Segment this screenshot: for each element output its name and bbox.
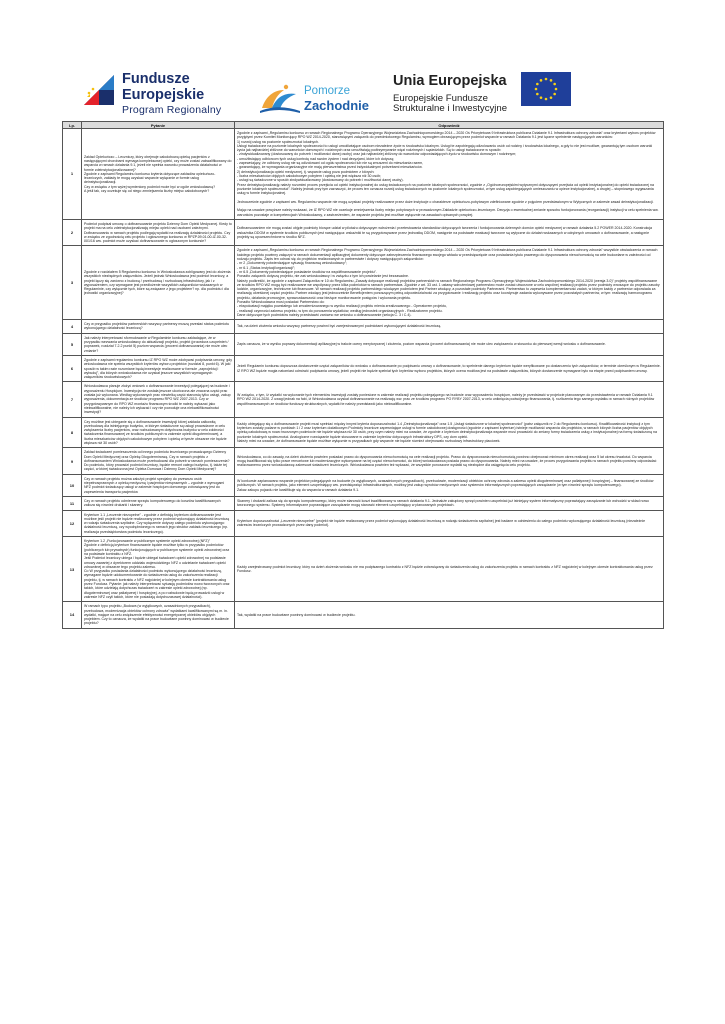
eu-star-icon [540,79,543,82]
answer-text: W konkursie zaplanowano wsparcie projektów polegających na budowie (w wyjątkowych, uzasadnionych przypadkach), przebudowie, modernizacji obiektów ochrony zdrowia a zakresu opieki długoterminowej oraz paliatywnej i hospicyjnej – finansowanej ze środków publicznych. W ramach projektu, jako element uzupełniający ww. przedsięwzięć infrastrukturalnych, możliwy jest zakup wyrobów medycznych oraz systemów informatycznych poprawiających zarządzanie (w tym również sprzętu komputerowego). Zakaz zakupu pojazdu nie kwalifikuje się do wsparcia w ramach działania 9.1. [237,478,654,492]
unia-europejska-line: Unia Europejska [393,73,507,89]
table-row [63,382,664,417]
answer-cell [235,448,664,474]
question-cell [82,246,235,320]
question-text: Zgodnie z rozdziałem 5 Regulaminu konkursu ln Wnioskodawca zobligowany jest do złożenia wszystkich niezbędnych załączników. Jeżeli jednak Wnioskodawca jest podmiot leczniczy, a projekt łączy się zarówno z budową / przebudową / rozbudową infrastruktury, jak i z wyposażeniem, czy wymagane jest przedłożenie wszystkich załączników wskazanych w Regulaminie, czy wyłącznie tych, które są związane z jego projektem? np. dla podmiotu i dla jednostki organizacyjnej? [84,269,231,296]
answer-text: Zgodnie z zapisami „Regulaminu konkursu w ramach Regionalnego Programu Operacyjnego Województwa Zachodniopomorskiego 2014 – 2020 Oś Priorytetowa 9 Infrastruktura publiczna Działanie 9.1 Infrastruktura ochrony zdrowia” wszystkie oświadczenia w ramach każdego projektu powinny załączyć w ramach dokumentacji aplikacyjnej dokumenty dotyczące zabezpieczenia finansowego swojego wkładu w przedsięwzięcie oraz posiadania tytułu prawnego do dysponowania nieruchomością na cele budowlane w zależności od rodzaju projektu. Zapis ten odnosi się do projektów realizowanych w partnerstwie i dotyczy następujących załączników: - nr 2 „Dokumenty potwierdzające sytuację finansową wnioskodawcy”; - nr 6.1 „Status instytucji/organizacji”; - nr 6.5 „Dokumenty potwierdzające posiadanie środków na współfinansowanie projektu”. Ponadto załącznik dotyczą projektu, nie zaś wnioskodawcy i w związku z tym ich powielanie jest bezzasadne. Należy podkreślić, że zgodnie z zapisami Załącznika nr 10 do Regulaminu „Zasady dotyczące realizacji projektów partnerskich w ramach Regionalnego Programu Operacyjnego Województwa Zachodniopomorskiego 2014-2020 (wersja 3.0)” projekty współfinansowane ze środków RPO WZ mogą być realizowane we współpracy przez kilka podmiotów w ramach partnerstwa. Zgodnie z art. 33 ust. 1 ustawy wdrożeniowej partnerstwo może zostać utworzone w celu wspólnej realizacji projektu przez podmioty wnoszące do projektu zasoby ludzkie, organizacyjne, techniczne lub finansowe. W ramach realizacji projektu partnerskiego wiodącym podmiotem jest Partner wiodący, a pozostałe podmioty Partnerami. Partnerstwo to zapewnia komplementarność zadań, w którym każdy z partnerów odpowiada za realizację określonej części projektu. Partner wiodący jest jednocześnie Beneficjentem ponoszącym pełną odpowiedzialność za przygotowanie i realizację projektu oraz koordynuje zadania wykonywane przez pozostałych partnerów, w tym: realizację harmonogramu projektu, działania promocyjne, sprawozdawczość oraz bieżące monitorowanie postępów i wykonania projektu. Ponadto Wnioskodawca musi posiadać Partnerstwo do: - ekspoloatacji majątku powstałego lub zmodernizowanego w wyniku realizacji projektu mienia zrealizowanego - Operatorem projektu, - realizacji czynności zakresu projektu, w tym do ponoszenia wydatków, według jednostek organizacyjnych - Realizatorem projektu. Dane dotyczące tych podmiotów należy przedstawić zarówno we wniosku o dofinansowanie (sekcja C. 3 i C.4). [237,248,660,317]
header-answer: Odpowiedź [235,122,664,129]
question-cell [82,129,235,220]
row-number: 2 [63,219,82,245]
row-number: 4 [63,320,82,334]
table-row [63,246,664,320]
unia-europejska-wordmark [393,74,507,114]
row-number: 11 [63,496,82,510]
answer-cell [235,219,664,245]
eu-star-icon [540,96,543,99]
eu-star-icon [545,78,548,81]
question-text: Wnioskodawca planuje złożyć wniosek o dofinansowanie inwestycji polegającej na budowie i wyposażeniu Hospicjum. Inwestycja nie została jeszcze ukończona ale znaczna część prac została już wykonana. Według wykonanych prac niewielką część stanowią tylko usługi, zakup wyposażenia, dokumentacja ze środków programu RPO WZ 2007-2013. Czy w przygotowywanym do RPO WZ montażu finansowym środki te należy wykazać jako niekwalifikowalne, nie należy ich wykazać i czy nie powoduje ona niekwalifikowalności inwestycji? [84,384,231,415]
question-cell [82,537,235,602]
table-row [63,355,664,381]
question-text: Zakład świadczeń pomieszczenia od innego podmiotu leczniczego prowadzącego Dzienny Dom Opieki Medycznej oraz Opiekę Długoterminową. Czy w ramach projektu z dofinansowaniem Wnioskodawca może przebudować dla potrzeb w ramach pomieszczenia? Do podmiotu, który prowadzi podmiot leczniczy, będzie remont całego budynku, tj. także tej części, w której świadczona jest Opieka Domowa i Dzienny Dom Opieki Medycznej? [84,450,230,472]
answer-text: Zapis oznacza, że w wyniku poprawy dokumentacji aplikacyjnej w trakcie oceny merytorycznej i złożenia, poziom wsparcia (procent dofinansowania) nie może ulec zwiększeniu w stosunku do pierwszej wersji wniosku o dofinansowanie. [237,342,606,347]
table-body [63,129,664,629]
answer-text: Tak, na dzień złożenia wniosku wszyscy partnerzy powinni być zarejestrowanymi podmiotami wykonującymi działalność leczniczą. [237,324,442,329]
logo-bar [0,0,725,118]
europejskie-line: Europejskie [122,86,205,103]
answer-cell [235,474,664,496]
eu-star-icon [550,79,553,82]
row-number: 12 [63,510,82,536]
question-text: Kryterium 1.2 „Funkcjonowanie w publicznym systemie opieki zdrowotnej (NFZ)” Zgodnie z definicją kryterium finansowanie będzie możliwe tylko w przypadku podmiotów (publicznych lub prywatnych) funkcjonujących w publicznym systemie opieki zdrowotnej oraz na podstawie kontraktu z NFZ. Jeśli Podmiot leczniczy ubiega / będzie ubiegał świadczeń opieki zdrowotnej na podstawie umowy zawartej z dyrektorem oddziału wojewódzkiego NFZ o udzielanie świadczeń opieki zdrowotnej w obszarze tego projektu zakresu. Co W przypadku posiadania działalności podmiotu wykonującego działalność leczniczą, wymagane będzie udokumentowanie do świadczenia usług do zakończenia realizacji projektu, tj. w ramach kontraktu z NFZ najpóźniej w kolejnym okresie kontraktowania usług przez Fundusz. Pytanie: jak należy interpretować sytuację podmiotów nowo tworzonych oraz takich, które udzielają dotychczas świadczeń w zakresie opieki zdrowotnej (np. długoterminowej oraz paliatywnej i hospicyjnej, a po rozbudowie będą prowadzić usługi w zakresie NFZ czyli takich, które nie posiadają dotychczasowej działalności). [84,539,230,599]
question-text: Jak należy interpretować sformułowanie w Regulaminie konkursu zakładające, że w przypadku wezwania wnioskodawcy do aktualizacji projektu, projekt (procedura uzupełnień / poprawek, rozdział 7.2.2 punkt 5) poziom wsparcia (procent dofinansowania) nie może ulec zmianie? [84,335,229,353]
row-number: 6 [63,355,82,381]
question-text: Czy w przypadku projektów partnerskich wszyscy partnerzy muszą przesłać status podmiotu wykonującego działalność leczniczą? [84,322,230,331]
fundusze-line: Fundusze [122,71,190,87]
question-text: Czy możliwe jest ubieganie się o dofinansowanie inwestycji której zakłada całkowitą przebudowę dla istniejącego budynku, w którym świadczone są usługi prowadzone w celu zwiększenia liczby pacjentów, oraz rozbudowanym dotychczas budynku w celu zdolności świadczenia finansowanej ze środków publicznych w zakresie opieki długoterminowej, a liczba mieszkańców objętych całodobowym pobytem i opieką w tymże obszarze nie będzie większa niż 30 osób? [84,419,227,445]
pomorze-line: Pomorze [304,85,351,97]
row-number: 3 [63,246,82,320]
question-cell [82,320,235,334]
answer-cell [235,333,664,355]
row-number: 1 [63,129,82,220]
answer-text: W związku, z tym, iż wydatki na wykonanie tych elementów inwestycji zostały poniesione w zakresie realizacji projektu polegającego na budowie oraz wyposażeniu hospicjum, należy je przedstawić w projekcie planowanym do przedstawienia w ramach Działania 9.1 RPO WZ 2014-2020. Z uwagi jednak na fakt, iż Wnioskodawca uzyskał dofinansowanie na realizację ww. prac ze środków programu PO RYBY 2007-2013, w celu uniknięcia podwójnego finansowania, tj. rozliczenia tego samego wydatku w ramach różnych projektów współfinansowanych ze środków funduszy strukturalnych, wydatki te należy przedstawić jako niekwalifikowalne. [237,393,655,406]
answer-text: Tak, wydatki na prace budowlane powinny dominować w budżecie projektu. [237,612,356,617]
question-cell [82,496,235,510]
table-row [63,510,664,536]
eu-star-icon [550,96,553,99]
question-cell [82,417,235,448]
answer-text: Dofinansowaniem nie mogą zostać objęte podmioty biorące udział w pilotażu dotyczącym wdrożenia i przetestowania standardów dotyczących tworzenia i funkcjonowania dziennych domów opieki medycznej w ramach działania 5.2 POWER 2014-2020. Konstrukcja wskaźnika DDOM w systemie środków publicznych jest następująca: wskaźniki te są przygotowywane przez jednostkę DDOM, następnie na podstawie ewaluacji tworzone są wytyczne do działań wskazanych w odrębnych umowach o dofinansowanie, a następnie projekty są upowszechnione w środku NFZ. [237,226,653,239]
row-number: 9 [63,448,82,474]
table-row [63,129,664,220]
row-number: 8 [63,417,82,448]
question-text: Czy w ramach projektu odmienne sprzętu komputerowego do kosztów kwalifikowanych zalicza się również drukarki i skanery. [84,498,221,508]
question-cell [82,219,235,245]
table-row [63,474,664,496]
eu-star-icon [536,83,539,86]
question-cell [82,474,235,496]
table-row [63,448,664,474]
row-number: 7 [63,382,82,417]
table-row [63,333,664,355]
table-row [63,417,664,448]
question-cell [82,333,235,355]
answer-cell [235,602,664,628]
question-text: Czy w ramach projektu można założyć projekt specjalny do przewozu osób niepełnosprawnych z opieką medyczną i pacjentów niesprawnych – zgodnie z wymogami NFZ podmiot świadczący usługi w zakresie hospicjum domowego zobowiązany jest do zapewnienia transportu pacjentów. [84,476,225,494]
header-question: Pytanie [82,122,235,129]
fundusze-europejskie-logo-icon [82,73,116,107]
answer-cell [235,129,664,220]
answer-cell [235,496,664,510]
row-number: 14 [63,602,82,628]
row-number: 10 [63,474,82,496]
answer-cell [235,537,664,602]
table-row [63,602,664,628]
table-header-row [63,122,664,129]
question-cell [82,355,235,381]
pomorze-zachodnie-logo-icon [256,82,302,116]
header-lp: Lp. [63,122,82,129]
answer-cell [235,355,664,381]
question-text: Kryterium 1.1 „Leczenie niezupełne” - zgodnie z definicją kryterium dofinansowanie jest możliwe jeśli projekt nie będzie realizowany przez podmiot wykonujący działalność leczniczą w rodzaju świadczenia szpitalne. Czy wyłączenie dotyczy całego podmiotu wykonującego działalność leczniczą, czy wyodrębnionego w ramach jego struktur zakładu leczniczego (np. realizacja przedsiębiorstwa podmiotu leczniczego). [84,512,230,534]
question-text: Podmiot podpisał umowę o dofinansowanie projektu Dzienny Dom Opieki Medycznej. Kiedy to projekt ma na celu zdeinstytucjonalizację miejsc opieki nad osobami zależnymi. Dofinansowaniu w ramach projektu podlegają wydatki na realizację działalności projektu. Czy w związku ze zgodnością celu projektu i ogłoszonego konkursu w RPZP.09.01.00-IZ.00-32-001/16 ww. podmiot może uzyskać dofinansowanie w ogłoszonym konkursie? [84,221,232,244]
question-text: Zakład Opiekuńczo – Leczniczy, który obejmuje całodobową opieką pacjentów z następującymi chorobami wymaga kompleksowej opieki, czy może zostać zakwalifikowany do wsparcia w ramach działania 9.1, jeżeli nie spełnia warunku prowadzenia działalności w formie zdeinstytucjonalizowanej? Zgodnie z zapisami Regulaminu konkursu kryteria dotyczące zakładów opiekuńczo-leczniczych, zakłady te mogą uzyskać wsparcie wyłącznie w formie usług deinstytucjonalizacji. Czy w związku z tym wyżej wymieniony podmiot może być w ogóle wnioskodawcą? A jeśli tak, czy oczekuje się od niego zmniejszenia liczby miejsc całodobowych? [84,154,232,193]
answer-cell [235,382,664,417]
answer-text: Każdy zarejestrowany podmiot leczniczy, który na dzień złożenia wniosku nie ma podpisanego kontraktu z NFZ będzie zobowiązany do świadczenia usług do zakończenia projektu w ramach kontraktu z NFZ najpóźniej w kolejnym okresie kontraktowania usług przez Fundusz. [237,564,653,574]
answer-text: Kryterium dopuszczalności „Leczenie niezupełne” (projekt nie będzie realizowany przez podmiot wykonujący działalność leczniczą w rodzaju świadczenia szpitalne) jest badane w odniesieniu do całego podmiotu wykonującego działalność leczniczą (niezależnie zakresów leczniczych prowadzonych przez dany podmiot). [237,519,646,528]
table-row [63,219,664,245]
fundusze-europejskie-wordmark [122,72,221,116]
answer-cell [235,510,664,536]
strukturalne-inwestycyjne-line: Strukturalne i Inwestycyjne [393,103,508,115]
question-cell [82,510,235,536]
question-cell [82,448,235,474]
table-row [63,320,664,334]
pomorze-zachodnie-wordmark [304,86,369,112]
question-cell [82,602,235,628]
table-row [63,496,664,510]
answer-text: Skanery i drukarki zalicza się do sprzętu komputerowego, który może stanowić koszt kwalifikowany w ramach działania 9.1. Jednakże zakupiony sprzęt powinien uzupełniać już istniejący system informatyczny poprawiający zarządzanie lub wchodzić w skład nowo tworzonego systemu. Systemy informatyczne poprawiające zarządzanie mogą stanowić element uzupełniający w planowanych projektach. [237,498,650,508]
answer-cell [235,320,664,334]
program-regionalny-line: Program Regionalny [122,104,222,116]
eu-flag-icon [521,72,571,106]
answer-cell [235,417,664,448]
answer-text: Wnioskodawca, co do zasady, na dzień złożenia powinien posiadać prawo do dysponowania nieruchomością na cele realizacji projektu. Prawo do dysponowania nieruchomością powinno obejmować minimum okres realizacji oraz 5 lat okresu trwałości. Do wsparcia mogą kwalifikować się tylko prace remontowe lub modernizacyjne wykonywane na tej części nieruchomości, do której wnioskodawca posiada prawo do dysponowania. Należy mieć na uwadze, że proces przygotowania projektu w ramach projektu powinny odpowiadać realizowanemu przez wnioskodawcę zakresowi świadczeń leczniczych. Wnioskodawca powinien też wykazać, że wszystkie ponoszone wydatki są niezbędne dla osiągnięcia celu projektu. [237,454,657,468]
answer-text: Zgodnie z zapisami „Regulaminu konkursu w ramach Regionalnego Programu Operacyjnego Województwa Zachodniopomorskiego 2014 – 2020 Oś Priorytetowa 9 Infrastruktura publiczna Działanie 9.1 Infrastruktura ochrony zdrowia” oraz kryteriami wyboru projektów przyjętymi przez Komitet Monitorujący RPO WZ 2014-2020, stanowiącymi załącznik do przedmiotowego Regulaminu, wymogiem obrazującym przez podmiot wsparcie w ramach Działania 9.1 jest łączne spełnienie następujących warunków: 1) rozwój usług na poziomie społeczności lokalnych. Usługi świadczone na poziomie lokalnych społeczności to usługi umożliwiające osobom niezależne życie w środowisku lokalnym. Usługi te zapobiegają odizolowaniu osób od rodziny i środowiska lokalnego, a gdy to nie jest możliwe, gwarantują tym osobom warunki życia jak najbardziej zbliżone do warunków domowych i rodzinnych oraz umożliwiają podtrzymywanie więzi rodzinnych i sąsiedzkich. Są to usługi świadczone w sposób: - zindywidualizowany (dostosowany do potrzeb i możliwości danej osoby) oraz jak najbardziej zbliżony do warunków odpowiadających życiu w środowisku domowym i rodzinnym; - umożliwiający odbiorcom tych usług kontrolę nad swoim życiem i nad decyzjami, które ich dotyczą; - zapewniający, że odbiorcy usług nie są odizolowani od ogółu społeczności lub nie są zmuszeni do mieszkania razem, - gwarantujący, że wymagania organizacyjne nie mają pierwszeństwa przed indywidualnymi potrzebami mieszkańców. 2) deinstytucjonalizacja opieki medycznej, tj. wsparcie usług poza podmiotem z których: - liczba mieszkańców objętych całodobowym pobytem i opieką nie jest większa niż 30 osób; - usługi są świadczone w sposób zindywidualizowany (dostosowany do potrzeb i możliwości danej osoby). Przez deinstytucjonalizację należy rozumieć proces przejścia od opieki instytucjonalnej do usług świadczonych na poziomie lokalnych społeczności, zgodnie z „Ogólnoeuropejskimi wytycznymi dotyczącymi przejścia od opieki instytucjonalnej do opieki świadczonej na poziomie lokalnych społeczności”. Należy jednak przy tym zaznaczyć, że proces ten oznacza rozwój usług świadczonych na poziomie lokalnych społeczności, w tym usług zapobiegających umieszczaniu w opiece instytucjonalnej, a drugiej – stopniowego wygaszania usług w formie instytucjonalnej. Jednocześnie zgodnie z zapisami ww. Regulaminu wsparcie nie mogą uzyskać projekty realizowane przez duże instytucje o charakterze opiekuńczo-pobytowym zdefiniowane zgodnie z pojęciem przedstawionym w Wytycznych w zakresie zasad deinstytucjonalizacji. Mając na uwadze powyższe należy wskazać, że IZ RPO WZ nie oczekuje zmniejszenia liczby miejsc pobytowych w prowadzonym Zakładzie opiekuńczo-leczniczym. Decyzja o ewentualnej zmianie sposobu funkcjonowania (reorganizacji) instytucji w celu spełnienia ww. warunków pozostaje w kompetencjach Wnioskodawcy, z zastrzeżeniem, że wsparcie projektu jest możliwe wyłącznie na zasadach opisanych powyżej. [237,131,659,217]
eu-star-icon [545,98,548,101]
eu-star-icon [553,93,556,96]
answer-text: Jeżeli Regulamin konkursu dopuszcza dostarczenie części załączników do wniosku o dofinansowanie po podpisaniu umowy o dofinansowanie, to spełnienie danego kryterium będzie weryfikowane po dostarczeniu tych załączników, w terminie określonym w Regulaminie. IZ RPO WZ będzie mogła natomiast odmówić podpisania umowy, jeżeli projekt nie będzie spełniał tych kryteriów wyboru projektów, których ocena możliwa jest na podstawie załączników, których dostarczenie wymagane było na etapie przed podpisaniem umowy. [237,364,661,373]
europejskie-fundusze-line: Europejskie Fundusze [393,92,488,104]
eu-star-icon [555,88,558,91]
eu-star-icon [553,83,556,86]
question-text: Zgodnie z zapisami regulaminu konkursu IZ RPO WZ może zdobywać podpisania umowy, gdy wnioskodawca nie spełnia wszystkich kryteriów wyboru projektów (rozdział 8, punkt 6). W jaki sposób w takim razie rozumiane będą inwestycje realizowane w formule „zaprojektuj i wybuduj”, dla których wnioskodawca nie uzyskał jeszcze wszystkich wymaganych załączników środowiskowych? [84,357,232,380]
row-number: 13 [63,537,82,602]
qa-table [62,121,664,629]
question-text: W ramach typu projektu „Budowa (w wyjątkowych, uzasadnionych przypadkach), przebudowa, modernizacja obiektów ochrony zdrowia” wydatkami kwalifikowanymi są m. in. wydatki, mające na celu zwiększenie efektywności energetycznej obiektów objętych projektem. Czy to oznacza, że wydatki na prace budowlane powinny dominować w budżecie projektu? [84,604,229,626]
question-cell [82,382,235,417]
row-number: 5 [63,333,82,355]
table-row [63,537,664,602]
zachodnie-line: Zachodnie [304,97,370,113]
answer-cell [235,246,664,320]
eu-star-icon [535,88,538,91]
answer-text: Każdy ubiegający się o dofinansowanie projekt musi spełniać między innymi kryteria dopuszczalności 1.4 „Deinstytucjonalizacja” oraz 1.5 „Usługi świadczone w lokalnej społeczności” (patrz załącznik nr 2 do Regulaminu konkursu). Kwalifikowalność instytucji z tym kryterium zostały podane w punktach 1 i 2 oraz kryterium dodatkowym Podmioty lecznicze zapewniające usługi w formie całodobowej dostępności (zgodnie z zapisami kryterium) istnieje możliwość wsparcia dla projektów, w ramach których liczba pacjentów objętych opieką całodobową w nowo tworzonym podmiocie nie będzie większa niż 30 osób, przy czym należy mieć na uwadze, że zgodnie z kryterium deinstytucjonalizacja wsparcie musi prowadzić do zmiany formy świadczenia usług z instytucjonalnej na formę świadczoną na poziomie lokalnych społeczności. Analogiczne rozwiązanie będzie stosowane w zakresie kryteriów dotyczących infrastruktury DPS, czy dom opieki. Należy mieć na uwadze, że dofinansowanie będzie możliwe wyłącznie w przypadkach gdy wsparcie nie będzie również obejmowało rozbudowy infrastruktury placówek. [237,421,657,443]
eu-star-icon [536,93,539,96]
